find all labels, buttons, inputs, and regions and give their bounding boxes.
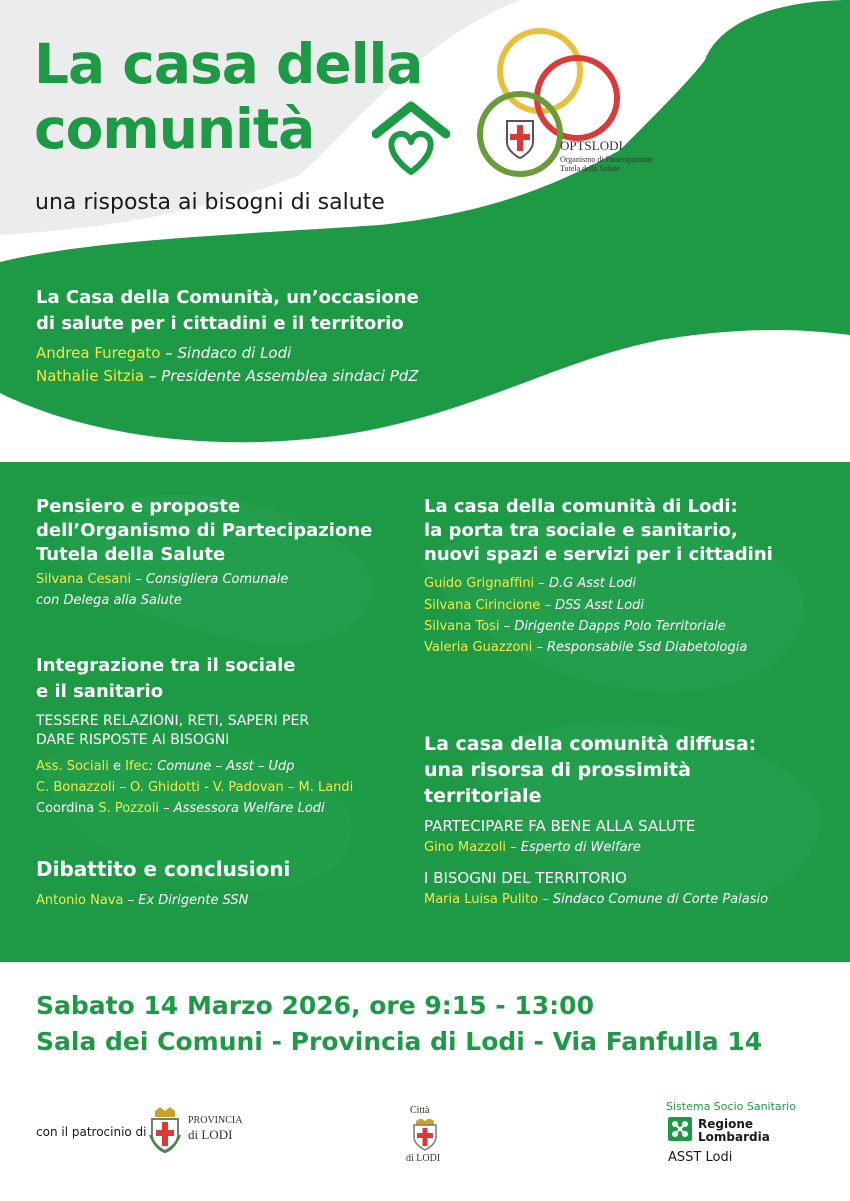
speaker-name: Gino Mazzoli <box>424 840 507 855</box>
lodi-speaker-3: Silvana Tosi – Dirigente Dapps Polo Territoriale <box>424 619 726 634</box>
dibattito-speaker: Antonio Nava – Ex Dirigente SSN <box>36 893 249 908</box>
dibattito-heading: Dibattito e conclusioni <box>36 857 291 881</box>
speaker-role: Esperto di Welfare <box>520 840 641 855</box>
speaker-role: Responsabile Ssd Diabetologia <box>547 640 748 655</box>
intro-speaker-2: Nathalie Sitzia – Presidente Assemblea sindaci PdZ <box>36 367 419 385</box>
coord-label: Coordina <box>36 801 95 816</box>
speaker-name: Maria Luisa Pulito <box>424 892 539 907</box>
optslodi-desc-1: Organismo di Partecipazione <box>560 155 653 164</box>
regione-lombardia-logo <box>666 1100 806 1170</box>
diffusa-speaker-1: Gino Mazzoli – Esperto di Welfare <box>424 840 641 855</box>
optslodi-name: OPTSLODI <box>560 138 623 153</box>
integrazione-names: C. Bonazzoli – O. Ghidotti - V. Padovan – M. Landi <box>36 780 354 795</box>
speaker-name: Antonio Nava <box>36 893 124 908</box>
speaker-name: Silvana Cesani <box>36 572 132 587</box>
lodi-speaker-1: Guido Grignaffini – D.G Asst Lodi <box>424 576 637 591</box>
citta-text-1: Città <box>410 1105 430 1116</box>
lodi-heading-1: La casa della comunità di Lodi: <box>424 496 738 517</box>
conjunction: e <box>113 759 121 774</box>
partner-role: Comune – Asst – Udp <box>157 759 295 774</box>
pensiero-heading-2: dell’Organismo di Partecipazione <box>36 520 373 541</box>
intro-speaker-1: Andrea Furegato – Sindaco di Lodi <box>36 344 292 362</box>
integrazione-line-1: Ass. Sociali e Ifec: Comune – Asst – Udp <box>36 759 295 774</box>
integrazione-heading-2: e il sanitario <box>36 681 164 702</box>
integrazione-sub-1: TESSERE RELAZIONI, RETI, SAPERI PER <box>36 713 310 729</box>
speaker-role: Ex Dirigente SSN <box>138 893 249 908</box>
diffusa-heading-1: La casa della comunità diffusa: <box>424 733 757 755</box>
citta-text-2: di LODI <box>406 1153 441 1164</box>
speaker-name: V. Padovan <box>212 780 284 795</box>
citta-lodi-logo <box>398 1105 458 1167</box>
lodi-heading-2: la porta tra sociale e sanitario, <box>424 520 738 541</box>
sss-text: Sistema Socio Sanitario <box>666 1100 796 1113</box>
lodi-heading-3: nuovi spazi e servizi per i cittadini <box>424 544 773 565</box>
speaker-role: Sindaco Comune di Corte Palasio <box>552 892 769 907</box>
speaker-name: Nathalie Sitzia <box>36 367 145 385</box>
partner-name: Ass. Sociali <box>36 759 109 774</box>
speaker-name: Guido Grignaffini <box>424 576 535 591</box>
speaker-role: Assessora Welfare Lodi <box>173 801 325 816</box>
regione-text-2: Lombardia <box>698 1130 770 1144</box>
optslodi-desc-2: Tutela della Salute <box>560 164 620 173</box>
pensiero-speaker: Silvana Cesani – Consigliera Comunale <box>36 572 289 587</box>
intro-heading-2: di salute per i cittadini e il territorio <box>36 313 404 334</box>
speaker-name: C. Bonazzoli <box>36 780 116 795</box>
title-line-2: comunità <box>34 97 315 161</box>
speaker-name: Andrea Furegato <box>36 344 161 362</box>
integrazione-heading-1: Integrazione tra il sociale <box>36 655 296 676</box>
speaker-name: M. Landi <box>298 780 354 795</box>
speaker-name: Silvana Cirincione <box>424 598 541 613</box>
provincia-lodi-logo <box>148 1105 248 1155</box>
lodi-speaker-4: Valeria Guazzoni – Responsabile Ssd Diabetologia <box>424 640 748 655</box>
house-heart-icon <box>372 100 450 180</box>
asst-text: ASST Lodi <box>668 1150 733 1165</box>
title-line-1: La casa della <box>34 32 423 96</box>
speaker-name: Valeria Guazzoni <box>424 640 533 655</box>
optslodi-logo <box>472 26 672 186</box>
speaker-role: D.G Asst Lodi <box>548 576 637 591</box>
speaker-role: DSS Asst Lodi <box>555 598 644 613</box>
event-date: Sabato 14 Marzo 2026, ore 9:15 - 13:00 <box>36 991 594 1020</box>
pensiero-heading-3: Tutela della Salute <box>36 544 226 565</box>
regione-mark-icon <box>668 1117 692 1141</box>
diffusa-sub-2: I BISOGNI DEL TERRITORIO <box>424 869 627 887</box>
pensiero-heading-1: Pensiero e proposte <box>36 496 241 517</box>
speaker-role: Presidente Assemblea sindaci PdZ <box>161 367 419 385</box>
citta-crest-icon <box>412 1119 438 1151</box>
provincia-crest-icon <box>148 1105 182 1153</box>
provincia-text-1: PROVINCIA <box>188 1115 243 1126</box>
partner-name: Ifec <box>125 759 149 774</box>
speaker-role: Dirigente Dapps Polo Territoriale <box>514 619 726 634</box>
patrocinio-label: con il patrocinio di <box>36 1125 147 1139</box>
speaker-name: Silvana Tosi <box>424 619 500 634</box>
speaker-name: O. Ghidotti <box>130 780 200 795</box>
integrazione-coord: Coordina S. Pozzoli – Assessora Welfare Lodi <box>36 801 325 816</box>
provincia-text-2: di LODI <box>188 1127 233 1142</box>
event-place: Sala dei Comuni - Provincia di Lodi - Via Fanfulla 14 <box>36 1027 763 1056</box>
integrazione-sub-2: DARE RISPOSTE AI BISOGNI <box>36 732 230 748</box>
diffusa-speaker-2: Maria Luisa Pulito – Sindaco Comune di Corte Palasio <box>424 892 769 907</box>
intro-heading-1: La Casa della Comunità, un’occasione <box>36 287 419 308</box>
speaker-role: Consigliera Comunale <box>145 572 289 587</box>
speaker-name: S. Pozzoli <box>98 801 159 816</box>
lodi-speaker-2: Silvana Cirincione – DSS Asst Lodi <box>424 598 644 613</box>
diffusa-heading-2: una risorsa di prossimità <box>424 759 691 781</box>
diffusa-sub-1: PARTECIPARE FA BENE ALLA SALUTE <box>424 817 696 835</box>
diffusa-heading-3: territoriale <box>424 785 542 807</box>
regione-text-1: Regione <box>698 1117 754 1131</box>
pensiero-role-2: con Delega alla Salute <box>36 593 182 608</box>
subtitle: una risposta ai bisogni di salute <box>35 190 385 215</box>
speaker-role: Sindaco di Lodi <box>177 344 292 362</box>
